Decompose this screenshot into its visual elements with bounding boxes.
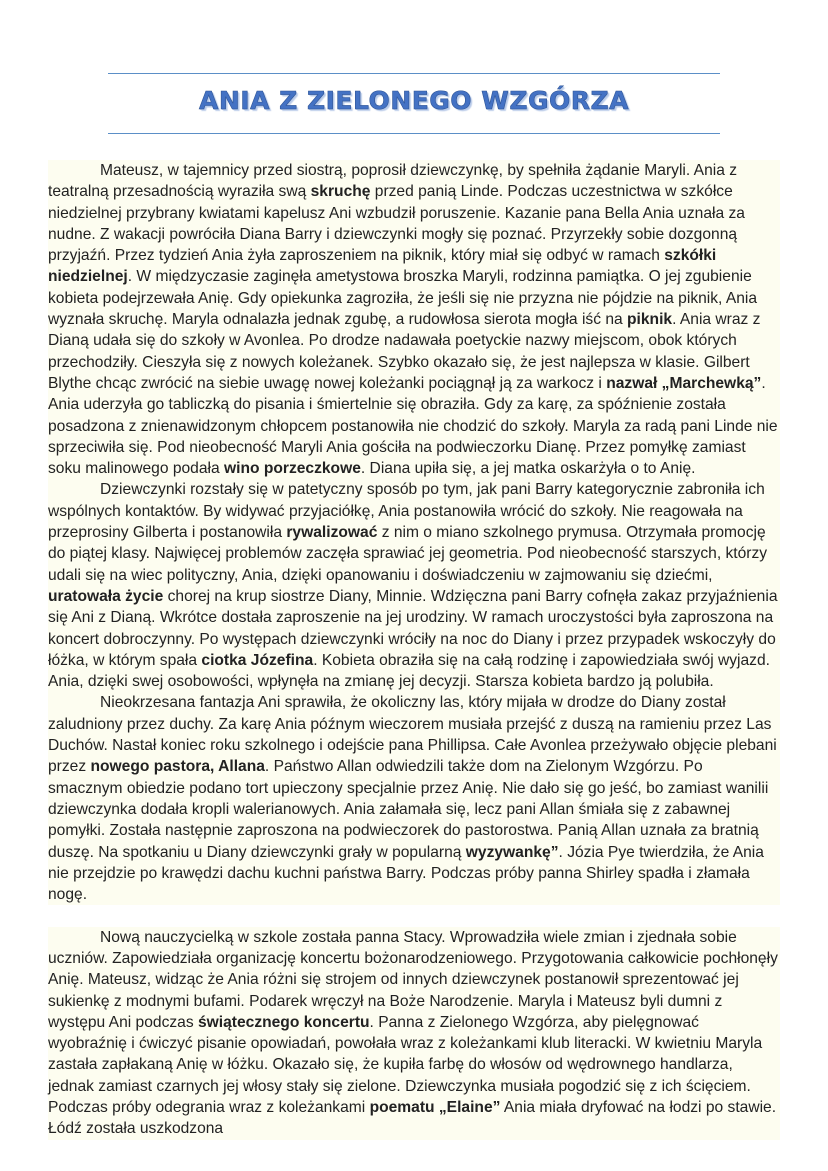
text-run: . Państwo Allan odwiedzili także dom na Zielonym Wzgórzu. Po smacznym obiedzie podano tort upieczony specjalnie przez Anię. Nie dało się go jeść, bo zamiast wanilii dziewczynka dodała kropli walerianowych. Ania załamała się, lecz pani Allan śmiała się z zabawnej pomyłki. Została następnie zaproszona na podwieczorek do pastorostwa. Panią Allan uznała za bratnią duszę. Na spotkaniu u Diany dziewczynki grały w popularną	[48, 758, 769, 861]
paragraph	[48, 927, 780, 1140]
text-run: przed panią Linde. Podczas uczestnictwa w szkółce niedzielnej przybrany kwiatami kapelusz Ani wzbudził poruszenie. Kazanie pana Bella Ania uznała za nudne. Z wakacji powróciła Diana Barry i dziewczynki mogły się poznać. Przyrzekły sobie dozgonną przyjaźń. Przez tydzień Ania żyła zaproszeniem na piknik, który miał się odbyć w ramach	[48, 183, 745, 265]
bold-phrase: skruchę	[310, 183, 371, 201]
text-run: chorej na krup siostrze Diany, Minnie. Wdzięczna pani Barry cofnęła zakaz przyjaźnienia się Ani z Dianą. Wkrótce dostała zaproszenie na jej urodziny. W ramach uroczystości była zaproszona na koncert dobroczynny. Po występach dziewczynki wróciły na noc do Diany i przez przypadek wskoczyły do łóżka, w którym spała	[48, 587, 778, 669]
text-run: Ania miała dryfować na łodzi po stawie. Łódź została uszkodzona	[48, 1099, 777, 1138]
paragraph	[48, 160, 780, 479]
bold-phrase: wyzywankę”	[465, 843, 559, 861]
document-body	[48, 160, 780, 1140]
bold-phrase: świątecznego koncertu	[197, 1013, 370, 1031]
text-run: Nową nauczycielką w szkole została panna Stacy. Wprowadziła wiele zmian i zjednała sobie uczniów. Zapowiedziała organizację koncertu bożonarodzeniowego. Przygotowania całkowicie pochłonęły Anię. Mateusz, widząc że Ania różni się strojem od innych dziewczynek postanowił sprezentować jej sukienkę z modnymi bufami. Podarek wręczył na Boże Narodzenie. Maryla i Mateusz byli dumni z występu Ani podczas	[48, 928, 778, 1031]
text-run: Nieokrzesana fantazja Ani sprawiła, że okoliczny las, który mijała w drodze do Diany został zaludniony przez duchy. Za karę Ania późnym wieczorem musiała przejść z duszą na ramieniu przez Las Duchów. Nastał koniec roku szkolnego i odejście pana Phillipsa. Całe Avonlea przeżywało objęcie plebani przez	[48, 694, 777, 776]
paragraph	[48, 692, 780, 905]
text-run: . Diana upiła się, a jej matka oskarżyła o to Anię.	[360, 460, 696, 478]
document-title: ANIA Z ZIELONEGO WZGÓRZA	[199, 86, 629, 115]
bold-phrase: nowego pastora, Allana	[90, 758, 265, 776]
title-bottom-rule	[108, 133, 720, 134]
bold-phrase: wino porzeczkowe	[223, 460, 361, 478]
title-top-rule	[108, 73, 720, 74]
text-run: . Ania uderzyła go tabliczką do pisania i śmiertelnie się obraziła. Gdy za karę, za spóźnienie została posadzona z znienawidzonym chłopcem postanowiła nie chodzić do szkoły. Maryla za radą pani Linde nie sprzeciwiła się. Pod nieobecność Maryli Ania gościła na podwieczorku Dianę. Przez pomyłkę zamiast soku malinowego podała	[48, 374, 778, 478]
bold-phrase: rywalizować	[286, 524, 378, 542]
bold-phrase: ciotka Józefina	[201, 651, 314, 669]
bold-phrase: szkółki niedzielnej	[48, 247, 717, 286]
text-run: z nim o miano szkolnego prymusa. Otrzymała promocję do piątej klasy. Najwięcej problemów zaczęła sprawiać jej geometria. Pod nieobecność starszych, którzy udali się na wiec polityczny, Ania, dzięki opanowaniu i doświadczeniu w zajmowaniu się dziećmi,	[48, 524, 768, 584]
text-run: . Kobieta obraziła się na całą rodzinę i zapowiedziała swój wyjazd. Ania, dzięki swej osobowości, wpłynęła na zmianę jej decyzji. Starsza kobieta bardzo ją polubiła.	[48, 651, 770, 691]
text-run: . Panna z Zielonego Wzgórza, aby pielęgnować wyobraźnię i ćwiczyć pisanie opowiadań, powołała wraz z koleżankami klub literacki. W kwietniu Maryla zastała zapłakaną Anię w łóżku. Okazało się, że kupiła farbę do włosów od wędrownego handlarza, jednak zamiast czarnych jej włosy stały się zielone. Dziewczynka musiała pogodzić się z ich ścięciem. Podczas próby odegrania wraz z koleżankami	[48, 1013, 763, 1117]
bold-phrase: poematu „Elaine”	[369, 1099, 501, 1117]
text-run: Mateusz, w tajemnicy przed siostrą, poprosił dziewczynkę, by spełniła żądanie Maryli. Ania z teatralną przesadnością wyraziła swą	[48, 162, 738, 201]
bold-phrase: piknik	[627, 311, 673, 329]
bold-phrase: nazwał „Marchewką”	[606, 374, 762, 392]
paragraph	[48, 479, 780, 692]
bold-phrase: uratowała życie	[48, 587, 164, 605]
text-run: . Józia Pye twierdziła, że Ania nie przejdzie po krawędzi dachu kuchni państwa Barry. Podczas próby panna Shirley spadła i złamała nogę.	[48, 843, 764, 904]
text-run: . W międzyczasie zaginęła ametystowa broszka Maryli, rodzinna pamiątka. O jej zgubienie kobieta podejrzewała Anię. Gdy opiekunka zagroziła, że jeśli się nie przyzna nie pójdzie na piknik, Ania wyznała skruchę. Maryla odnalazła jednak zgubę, a rudowłosa sierota mogła iść na	[48, 268, 758, 329]
text-run: . Ania wraz z Dianą udała się do szkoły w Avonlea. Po drodze nadawała poetyckie nazwy miejscom, obok których przechodziły. Cieszyła się z nowych koleżanek. Szybko okazało się, że jest najlepsza w klasie. Gilbert Blythe chcąc zwrócić na siebie uwagę nowej koleżanki pociągnął ją za warkocz i	[48, 311, 761, 392]
text-run: Dziewczynki rozstały się w patetyczny sposób po tym, jak pani Barry kategorycznie zabroniła ich wspólnych kontaktów. By widywać przyjaciółkę, Ania postanowiła wrócić do szkoły. Nie reagowała na przeprosiny Gilberta i postanowiła	[48, 481, 765, 542]
